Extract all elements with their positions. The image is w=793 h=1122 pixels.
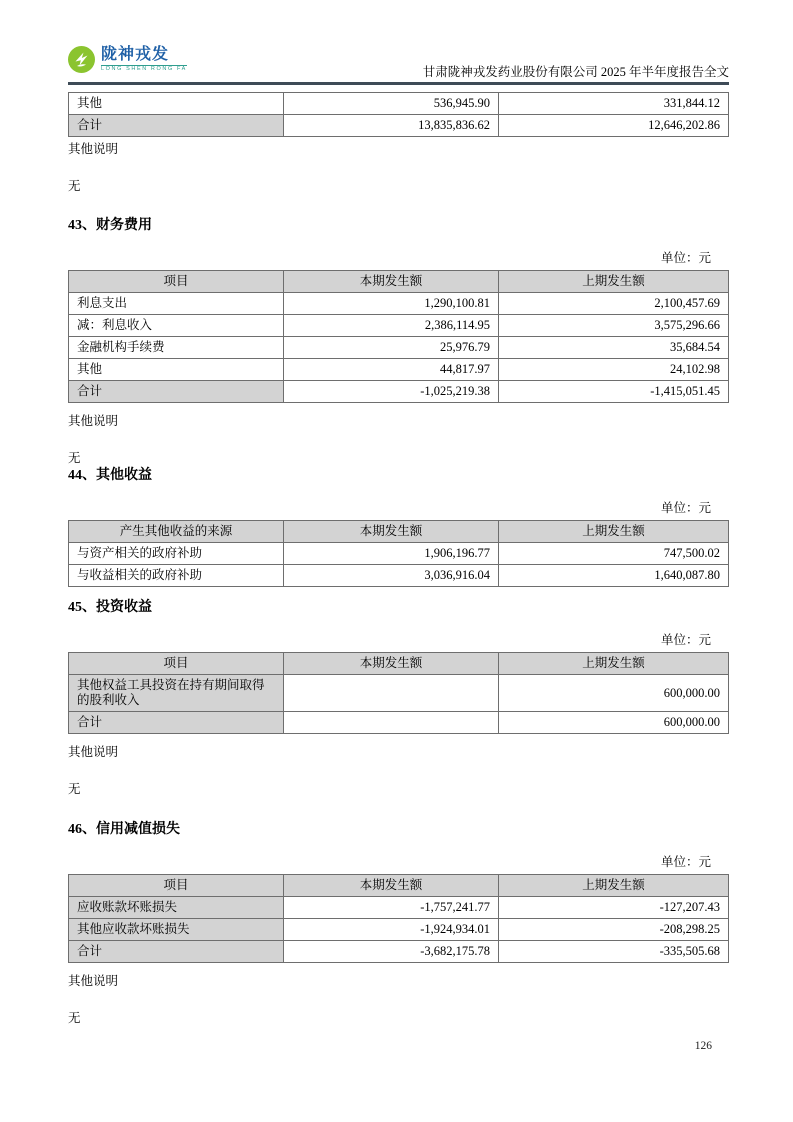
logo-name-cn: 陇神戎发 — [101, 45, 170, 63]
other-notes-value: 无 — [68, 451, 81, 465]
other-notes-value: 无 — [68, 782, 81, 796]
column-header: 项目 — [69, 653, 284, 675]
section-financial-expenses — [68, 217, 729, 466]
prior-amount-cell: 3,575,296.66 — [499, 315, 729, 337]
column-header: 本期发生额 — [284, 653, 499, 675]
other-notes-value: 无 — [68, 1011, 81, 1025]
other-notes-value: 无 — [68, 179, 81, 193]
item-label-cell: 应收账款坏账损失 — [69, 897, 284, 919]
unit-label: 单位：元 — [660, 251, 711, 265]
item-label-cell: 其他权益工具投资在持有期间取得的股利收入 — [69, 675, 284, 712]
table-row — [69, 897, 729, 919]
other-notes-label: 其他说明 — [68, 142, 119, 156]
section-investment-income — [68, 599, 729, 797]
item-label-cell: 合计 — [69, 381, 284, 403]
column-header: 上期发生额 — [499, 653, 729, 675]
prior-amount-cell: 24,102.98 — [499, 359, 729, 381]
unit-label: 单位：元 — [660, 633, 711, 647]
item-label-cell: 合计 — [69, 712, 284, 734]
section-title: 46、信用减值损失 — [68, 822, 180, 837]
table-row — [69, 565, 729, 587]
table-row — [69, 543, 729, 565]
current-amount-cell: -1,757,241.77 — [284, 897, 499, 919]
prior-amount-cell: 600,000.00 — [499, 712, 729, 734]
column-header: 项目 — [69, 271, 284, 293]
investment-income-table — [68, 652, 729, 734]
section-title: 44、其他收益 — [68, 468, 152, 483]
table-row — [69, 93, 729, 115]
document-title: 甘肃陇神戎发药业股份有限公司 2025 年半年度报告全文 — [422, 65, 729, 79]
unit-label: 单位：元 — [660, 501, 711, 515]
current-amount-cell: 1,290,100.81 — [284, 293, 499, 315]
item-label-cell: 减：利息收入 — [69, 315, 284, 337]
credit-impairment-table — [68, 874, 729, 963]
prior-amount-cell: -1,415,051.45 — [499, 381, 729, 403]
table-row — [69, 115, 729, 137]
item-label-cell: 合计 — [69, 115, 284, 137]
item-label-cell: 其他 — [69, 359, 284, 381]
column-header: 上期发生额 — [499, 875, 729, 897]
logo-name-en: LONG SHEN RONG FA — [101, 65, 187, 72]
section-title: 43、财务费用 — [68, 218, 152, 233]
column-header: 上期发生额 — [499, 521, 729, 543]
prior-amount-cell: 2,100,457.69 — [499, 293, 729, 315]
current-amount-cell: 536,945.90 — [284, 93, 499, 115]
unit-label: 单位：元 — [660, 855, 711, 869]
carryover-table — [68, 92, 729, 137]
current-amount-cell — [284, 675, 499, 712]
prior-amount-cell: 747,500.02 — [499, 543, 729, 565]
section-other-income — [68, 467, 729, 587]
item-label-cell: 利息支出 — [69, 293, 284, 315]
item-label-cell: 与资产相关的政府补助 — [69, 543, 284, 565]
current-amount-cell — [284, 712, 499, 734]
table-row — [69, 712, 729, 734]
item-label-cell: 合计 — [69, 941, 284, 963]
current-amount-cell: 44,817.97 — [284, 359, 499, 381]
column-header: 本期发生额 — [284, 875, 499, 897]
prior-amount-cell: 12,646,202.86 — [499, 115, 729, 137]
prior-amount-cell: -127,207.43 — [499, 897, 729, 919]
prior-amount-cell: 35,684.54 — [499, 337, 729, 359]
logo-bird-icon — [68, 46, 95, 73]
section-credit-impairment — [68, 821, 729, 1026]
page-number: 126 — [694, 1040, 712, 1052]
item-label-cell: 金融机构手续费 — [69, 337, 284, 359]
table-row — [69, 359, 729, 381]
table-row — [69, 919, 729, 941]
item-label-cell: 与收益相关的政府补助 — [69, 565, 284, 587]
prior-amount-cell: -335,505.68 — [499, 941, 729, 963]
table-row — [69, 381, 729, 403]
table-header-row — [69, 875, 729, 897]
logo-text — [101, 47, 187, 73]
carryover-table-block — [68, 92, 729, 137]
current-amount-cell: 2,386,114.95 — [284, 315, 499, 337]
column-header: 本期发生额 — [284, 521, 499, 543]
table-row — [69, 315, 729, 337]
table-row — [69, 337, 729, 359]
prior-amount-cell: 600,000.00 — [499, 675, 729, 712]
prior-amount-cell: 331,844.12 — [499, 93, 729, 115]
table-row — [69, 941, 729, 963]
table-row — [69, 293, 729, 315]
other-notes-label: 其他说明 — [68, 745, 119, 759]
column-header: 产生其他收益的来源 — [69, 521, 284, 543]
column-header: 本期发生额 — [284, 271, 499, 293]
table-header-row — [69, 653, 729, 675]
current-amount-cell: 25,976.79 — [284, 337, 499, 359]
other-notes-label: 其他说明 — [68, 974, 119, 988]
current-amount-cell: -3,682,175.78 — [284, 941, 499, 963]
table-header-row — [69, 521, 729, 543]
header-divider — [68, 82, 729, 85]
column-header: 上期发生额 — [499, 271, 729, 293]
current-amount-cell: -1,924,934.01 — [284, 919, 499, 941]
company-logo — [68, 46, 187, 73]
item-label-cell: 其他 — [69, 93, 284, 115]
table-header-row — [69, 271, 729, 293]
current-amount-cell: 13,835,836.62 — [284, 115, 499, 137]
item-label-cell: 其他应收款坏账损失 — [69, 919, 284, 941]
other-notes-label: 其他说明 — [68, 414, 119, 428]
prior-amount-cell: -208,298.25 — [499, 919, 729, 941]
other-income-table — [68, 520, 729, 587]
financial-expenses-table — [68, 270, 729, 403]
prior-amount-cell: 1,640,087.80 — [499, 565, 729, 587]
current-amount-cell: 1,906,196.77 — [284, 543, 499, 565]
table-row — [69, 675, 729, 712]
column-header: 项目 — [69, 875, 284, 897]
current-amount-cell: 3,036,916.04 — [284, 565, 499, 587]
current-amount-cell: -1,025,219.38 — [284, 381, 499, 403]
page-header — [68, 44, 729, 84]
section-title: 45、投资收益 — [68, 600, 152, 615]
